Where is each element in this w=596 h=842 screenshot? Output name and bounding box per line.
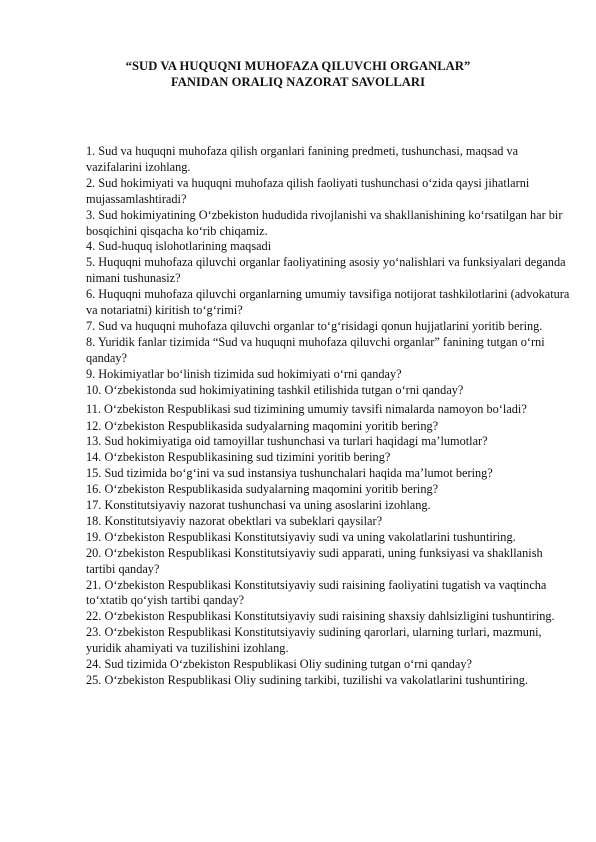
question-item: 22. O‘zbekiston Respublikasi Konstitutsiyaviy sudi raisining shaxsiy dahlsizligini tushuntiring. (86, 609, 555, 624)
question-item: 15. Sud tizimida bo‘g‘ini va sud instansiya tushunchalari haqida ma’lumot bering? (86, 466, 493, 481)
question-item: 19. O‘zbekiston Respublikasi Konstitutsiyaviy sudi va uning vakolatlarini tushuntiring. (86, 529, 516, 544)
question-list (86, 144, 572, 689)
question-item: 21. O‘zbekiston Respublikasi Konstitutsiyaviy sudi raisining faoliyatini tugatish va vaqtincha to‘xtatib qo‘yish tartibi qanday? (86, 577, 547, 608)
question-item: 16. O‘zbekiston Respublikasida sudyalarning maqomini yoritib bering? (86, 482, 439, 497)
document-title-line2: FANIDAN ORALIQ NAZORAT SAVOLLARI (170, 75, 426, 89)
question-item: 4. Sud-huquq islohotlarining maqsadi (86, 239, 272, 254)
question-item: 3. Sud hokimiyatining O‘zbekiston hududida rivojlanishi va shakllanishining ko‘rsatilgan har bir bosqichini qisqacha ko‘rib chiqamiz. (86, 207, 563, 238)
question-item: 10. O‘zbekistonda sud hokimiyatining tashkil etilishida tutgan o‘rni qanday? (86, 382, 464, 397)
question-item: 2. Sud hokimiyati va huquqni muhofaza qilish faoliyati tushunchasi o‘zida qaysi jihatlarni mujassamlashtiradi? (86, 175, 530, 206)
document-title-line1: “SUD VA HUQUQNI MUHOFAZA QILUVCHI ORGANLAR” (125, 59, 471, 73)
question-item: 6. Huquqni muhofaza qiluvchi organlarning umumiy tavsifiga notijorat tashkilotlarini (advokatura va notariatni) kiritish to‘g‘rimi? (86, 287, 570, 318)
question-item: 11. O‘zbekiston Respublikasi sud tizimining umumiy tavsifi nimalarda namoyon bo‘ladi? (86, 401, 527, 416)
question-item: 20. O‘zbekiston Respublikasi Konstitutsiyaviy sudi apparati, uning funksiyasi va shakllanish tartibi qanday? (86, 545, 543, 576)
question-item: 17. Konstitutsiyaviy nazorat tushunchasi va uning asoslarini izohlang. (86, 498, 431, 513)
question-item: 24. Sud tizimida O‘zbekiston Respublikasi Oliy sudining tutgan o‘rni qanday? (86, 657, 472, 672)
question-item: 12. O‘zbekiston Respublikasida sudyalarning maqomini yoritib bering? (86, 418, 439, 433)
question-item: 9. Hokimiyatlar bo‘linish tizimida sud hokimiyati o‘rni qanday? (86, 366, 402, 381)
question-item: 13. Sud hokimiyatiga oid tamoyillar tushunchasi va turlari haqidagi ma’lumotlar? (86, 434, 488, 449)
question-item: 14. O‘zbekiston Respublikasining sud tizimini yoritib bering? (86, 450, 391, 465)
question-item: 8. Yuridik fanlar tizimida “Sud va huquqni muhofaza qiluvchi organlar” fanining tutgan o‘rni qanday? (86, 334, 545, 365)
question-item: 5. Huquqni muhofaza qiluvchi organlar faoliyatining asosiy yo‘nalishlari va funksiyalari deganda nimani tushunasiz? (86, 255, 566, 286)
question-item: 25. O‘zbekiston Respublikasi Oliy sudining tarkibi, tuzilishi va vakolatlarini tushuntiring. (86, 673, 528, 687)
question-item: 18. Konstitutsiyaviy nazorat obektlari va subeklari qaysilar? (86, 513, 383, 528)
question-item: 23. O‘zbekiston Respublikasi Konstitutsiyaviy sudining qarorlari, ularning turlari, mazmuni, yuridik ahamiyati va tuzilishini izohlang. (86, 625, 542, 656)
question-item: 7. Sud va huquqni muhofaza qiluvchi organlar to‘g‘risidagi qonun hujjatlarini yoritib bering. (86, 318, 543, 333)
question-item: 1. Sud va huquqni muhofaza qilish organlari fanining predmeti, tushunchasi, maqsad va vazifalarini izohlang. (86, 144, 519, 174)
